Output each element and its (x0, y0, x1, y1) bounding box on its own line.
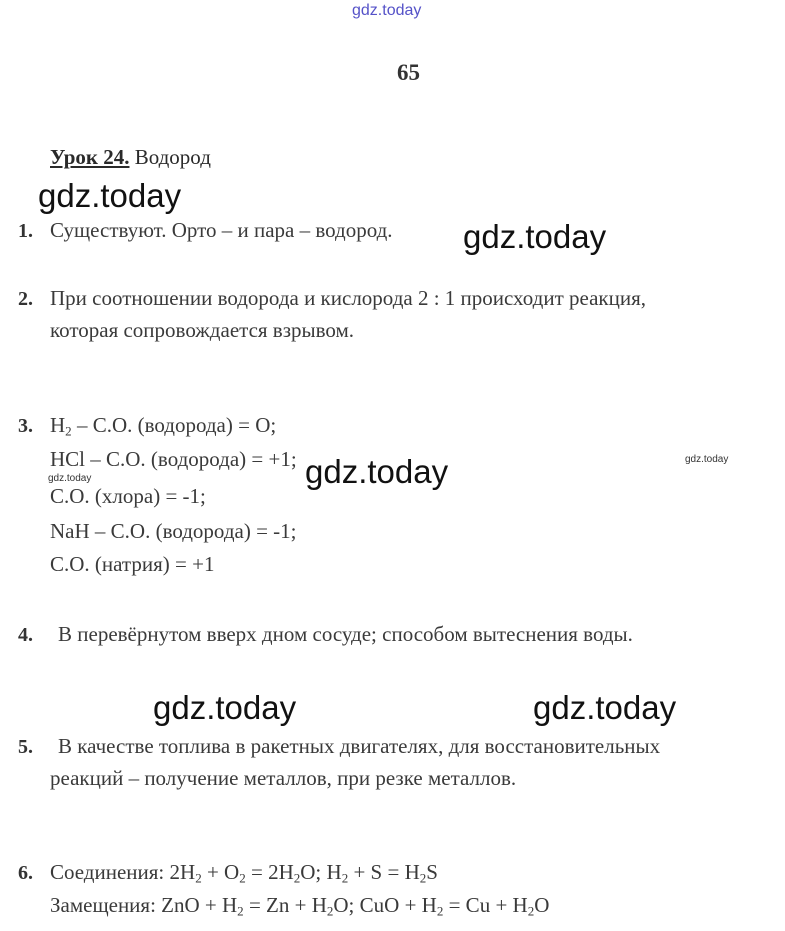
item-3-line-2: HCl – С.О. (водорода) = +1; (50, 447, 297, 471)
item-1-line-1: Существуют. Орто – и пара – водород. (50, 218, 393, 242)
item-number-3: 3. (18, 415, 33, 437)
lesson-topic: Водород (129, 145, 211, 169)
watermark-small-2: gdz.today (48, 473, 92, 484)
item-number-5: 5. (18, 736, 33, 758)
item-5-line-1: В качестве топлива в ракетных двигателях, для восстановительных (58, 734, 661, 758)
watermark-1: gdz.today (38, 177, 182, 214)
item-2-line-1: При соотношении водорода и кислорода 2 : 1 происходит реакция, (50, 286, 646, 310)
watermark-top: gdz.today (352, 2, 422, 19)
item-4-line-1: В перевёрнутом вверх дном сосуде; способом вытеснения воды. (58, 622, 633, 646)
item-6-line-2: Замещения: ZnO + $H_2 = Zn + H_2O$; CuO + $H_2 = Cu + H_2O$ (50, 893, 550, 919)
watermark-4: gdz.today (153, 689, 297, 726)
item-number-6: 6. (18, 862, 33, 884)
item-5-line-2: реакций – получение металлов, при резке металлов. (50, 766, 517, 790)
lesson-label: Урок 24. (50, 145, 130, 169)
item-3-line-1: $H_2 - С.О$. (водорода) = О; (50, 413, 277, 439)
watermark-2: gdz.today (463, 218, 607, 255)
lesson-title (50, 145, 211, 170)
item-3-line-3: С.О. (хлора) = -1; (50, 484, 206, 508)
item-number-2: 2. (18, 288, 33, 310)
item-3-line-5: С.О. (натрия) = +1 (50, 552, 215, 576)
item-2-line-2: которая сопровождается взрывом. (50, 318, 355, 342)
watermark-small-1: gdz.today (685, 454, 729, 465)
watermark-3: gdz.today (305, 453, 449, 490)
page-number: 65 (397, 60, 420, 85)
item-number-1: 1. (18, 220, 33, 242)
item-number-4: 4. (18, 624, 33, 646)
watermark-5: gdz.today (533, 689, 677, 726)
item-3-line-4: NaH – С.О. (водорода) = -1; (50, 519, 297, 543)
item-6-line-1: Соединения: $2H_2 + O_2 = 2H_2O$; $H_2 + S = H_2S$ (50, 860, 438, 886)
